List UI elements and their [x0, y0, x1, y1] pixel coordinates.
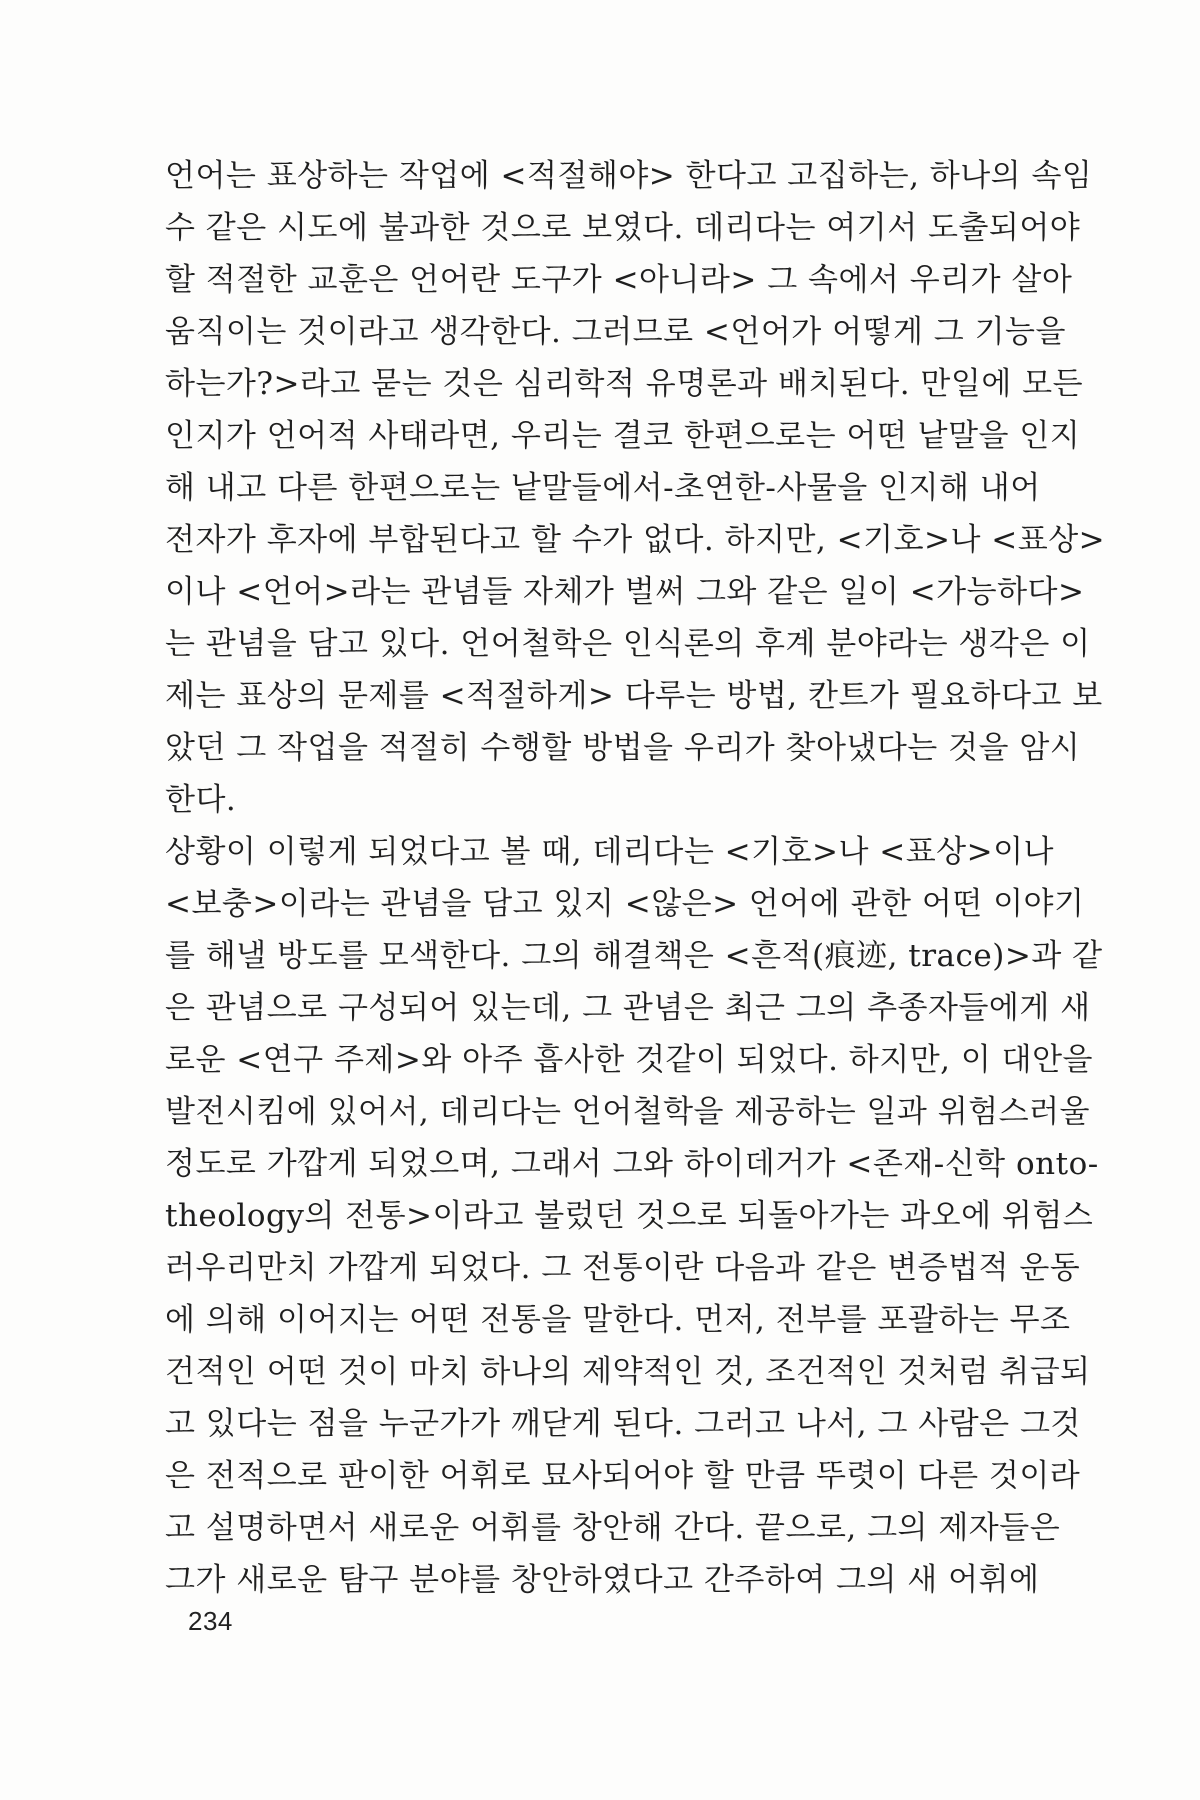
body-text: [165, 150, 1106, 1606]
text-line: 은 전적으로 판이한 어휘로 묘사되어야 할 만큼 뚜렷이 다른 것이라: [165, 1458, 1081, 1494]
text-line: 고 있다는 점을 누군가가 깨닫게 된다. 그러고 나서, 그 사람은 그것: [165, 1406, 1081, 1442]
text-line: 언어는 표상하는 작업에 <적절해야> 한다고 고집하는, 하나의 속임: [165, 158, 1093, 194]
text-line: 인지가 언어적 사태라면, 우리는 결코 한편으로는 어떤 낱말을 인지: [165, 418, 1081, 454]
text-line: 고 설명하면서 새로운 어휘를 창안해 간다. 끝으로, 그의 제자들은: [165, 1510, 1061, 1546]
paragraph: [165, 826, 1103, 1606]
text-line: 로운 <연구 주제>와 아주 흡사한 것같이 되었다. 하지만, 이 대안을: [165, 1042, 1093, 1078]
text-line: theology의 전통>이라고 불렀던 것으로 되돌아가는 과오에 위험스: [165, 1198, 1094, 1234]
text-line: 은 관념으로 구성되어 있는데, 그 관념은 최근 그의 추종자들에게 새: [165, 990, 1091, 1026]
text-line: <보충>이라는 관념을 담고 있지 <않은> 언어에 관한 어떤 이야기: [165, 886, 1085, 922]
text-line: 하는가?>라고 묻는 것은 심리학적 유명론과 배치된다. 만일에 모든: [165, 366, 1084, 402]
text-line: 를 해낼 방도를 모색한다. 그의 해결책은 <흔적(痕迹, trace)>과 같: [165, 938, 1103, 974]
text-line: 이나 <언어>라는 관념들 자체가 벌써 그와 같은 일이 <가능하다>: [165, 574, 1085, 610]
paragraph: [165, 150, 1106, 826]
text-line: 한다.: [165, 782, 237, 818]
text-line: 제는 표상의 문제를 <적절하게> 다루는 방법, 칸트가 필요하다고 보: [165, 678, 1103, 714]
text-line: 에 의해 이어지는 어떤 전통을 말한다. 먼저, 전부를 포괄하는 무조: [165, 1302, 1071, 1338]
text-line: 움직이는 것이라고 생각한다. 그러므로 <언어가 어떻게 그 기능을: [165, 314, 1066, 350]
page-number: 234: [188, 1606, 233, 1636]
text-line: 할 적절한 교훈은 언어란 도구가 <아니라> 그 속에서 우리가 살아: [165, 262, 1073, 298]
text-line: 건적인 어떤 것이 마치 하나의 제약적인 것, 조건적인 것처럼 취급되: [165, 1354, 1091, 1390]
text-line: 상황이 이렇게 되었다고 볼 때, 데리다는 <기호>나 <표상>이나: [165, 834, 1054, 870]
text-line: 러우리만치 가깝게 되었다. 그 전통이란 다음과 같은 변증법적 운동: [165, 1250, 1081, 1286]
text-line: 정도로 가깝게 되었으며, 그래서 그와 하이데거가 <존재-신학 onto-: [165, 1146, 1099, 1182]
text-line: 그가 새로운 탐구 분야를 창안하였다고 간주하여 그의 새 어휘에: [165, 1562, 1040, 1598]
text-line: 해 내고 다른 한편으로는 낱말들에서-초연한-사물을 인지해 내어: [165, 470, 1041, 506]
text-line: 았던 그 작업을 적절히 수행할 방법을 우리가 찾아냈다는 것을 암시: [165, 730, 1081, 766]
text-line: 는 관념을 담고 있다. 언어철학은 인식론의 후계 분야라는 생각은 이: [165, 626, 1091, 662]
text-line: 발전시킴에 있어서, 데리다는 언어철학을 제공하는 일과 위험스러울: [165, 1094, 1090, 1130]
text-line: 수 같은 시도에 불과한 것으로 보였다. 데리다는 여기서 도출되어야: [165, 210, 1081, 246]
text-line: 전자가 후자에 부합된다고 할 수가 없다. 하지만, <기호>나 <표상>: [165, 522, 1106, 558]
